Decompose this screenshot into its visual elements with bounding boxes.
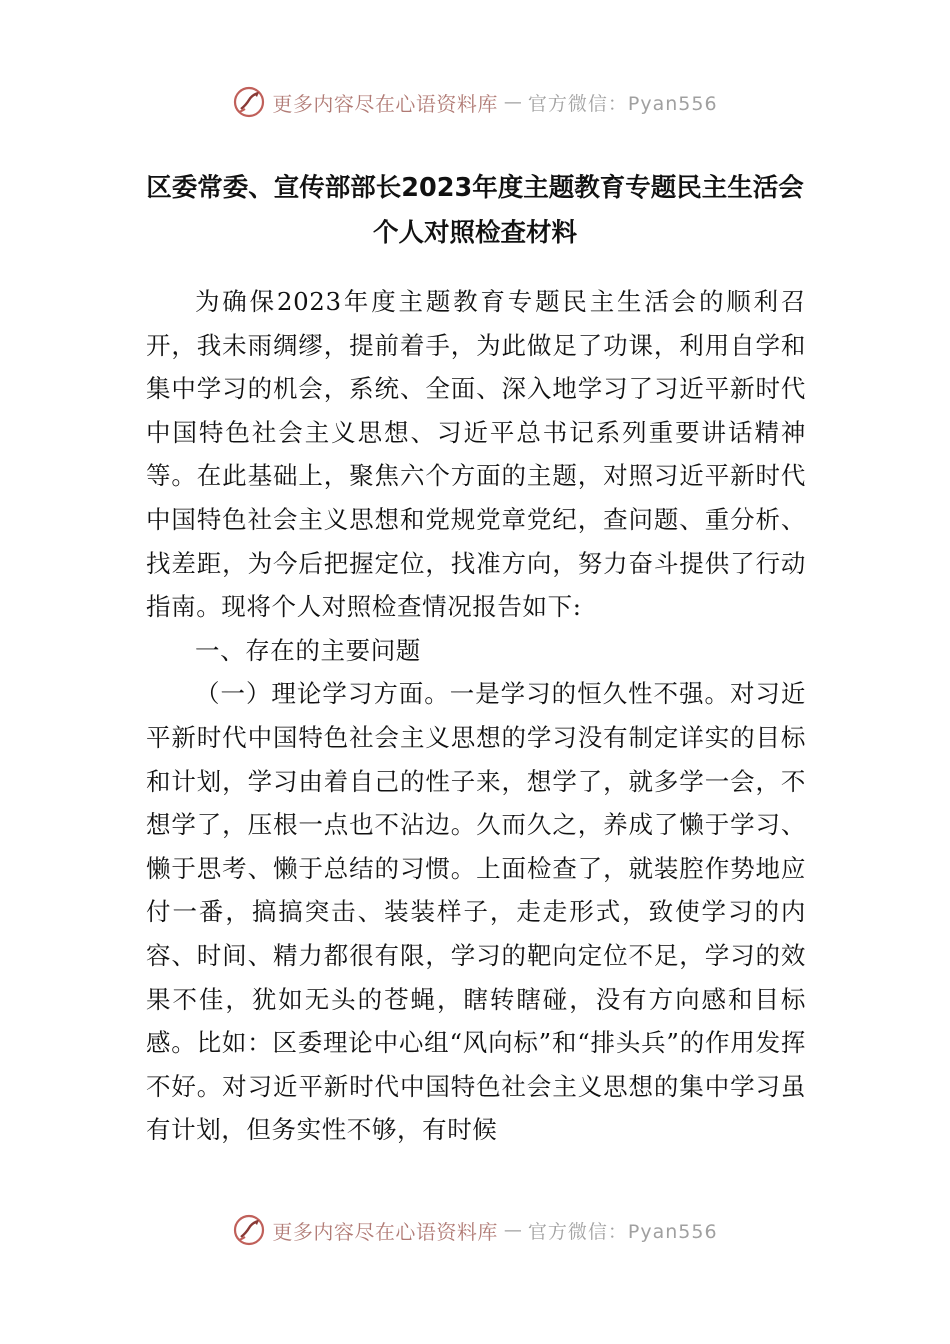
wechat-watermark-text: 官方微信：Pyan556 — [527, 92, 718, 115]
header-watermark-banner — [0, 80, 950, 124]
site-watermark-text: 更多内容尽在心语资料库 — [272, 1219, 498, 1244]
pen-logo-icon — [232, 1213, 266, 1247]
watermark-dash: — — [503, 91, 522, 113]
watermark-dash: — — [503, 1219, 522, 1241]
document-title-line2: 个人对照检查材料 — [372, 218, 577, 248]
intro-paragraph: 为确保2023年度主题教育专题民主生活会的顺利召开，我未雨绸缪，提前着手，为此做足了功课，利用自学和集中学习的机会，系统、全面、深入地学习了习近平新时代中国特色社会主义思想、习近平总书记系列重要讲话精神等。在此基础上，聚焦六个方面的主题，对照习近平新时代中国特色社会主义思想和党规党章党纪，查问题、重分析、找差距，为今后把握定位，找准方向，努力奋斗提供了行动指南。现将个人对照检查情况报告如下: — [146, 287, 806, 622]
theory-study-paragraph: （一）理论学习方面。一是学习的恒久性不强。对习近平新时代中国特色社会主义思想的学习没有制定详实的目标和计划，学习由着自己的性子来，想学了，就多学一会，不想学了，压根一点也不沾边。久而久之，养成了懒于学习、懒于思考、懒于总结的习惯。上面检查了，就装腔作势地应付一番，搞搞突击、装装样子，走走形式，致使学习的内容、时间、精力都很有限，学习的靶向定位不足，学习的效果不佳，犹如无头的苍蝇，瞎转瞎碰，没有方向感和目标感。比如：区委理论中心组“风向标”和“排头兵”的作用发挥不好。对习近平新时代中国特色社会主义思想的集中学习虽有计划，但务实性不够，有时候 — [146, 679, 806, 1145]
wechat-watermark-text: 官方微信：Pyan556 — [527, 1220, 718, 1243]
section-heading: 一、存在的主要问题 — [195, 635, 421, 665]
document-title-line1: 区委常委、宣传部部长2023年度主题教育专题民主生活会 — [146, 173, 804, 203]
document-body — [146, 280, 806, 1152]
footer-watermark-banner — [0, 1208, 950, 1252]
pen-logo-icon — [232, 85, 266, 119]
site-watermark-text: 更多内容尽在心语资料库 — [272, 91, 498, 116]
